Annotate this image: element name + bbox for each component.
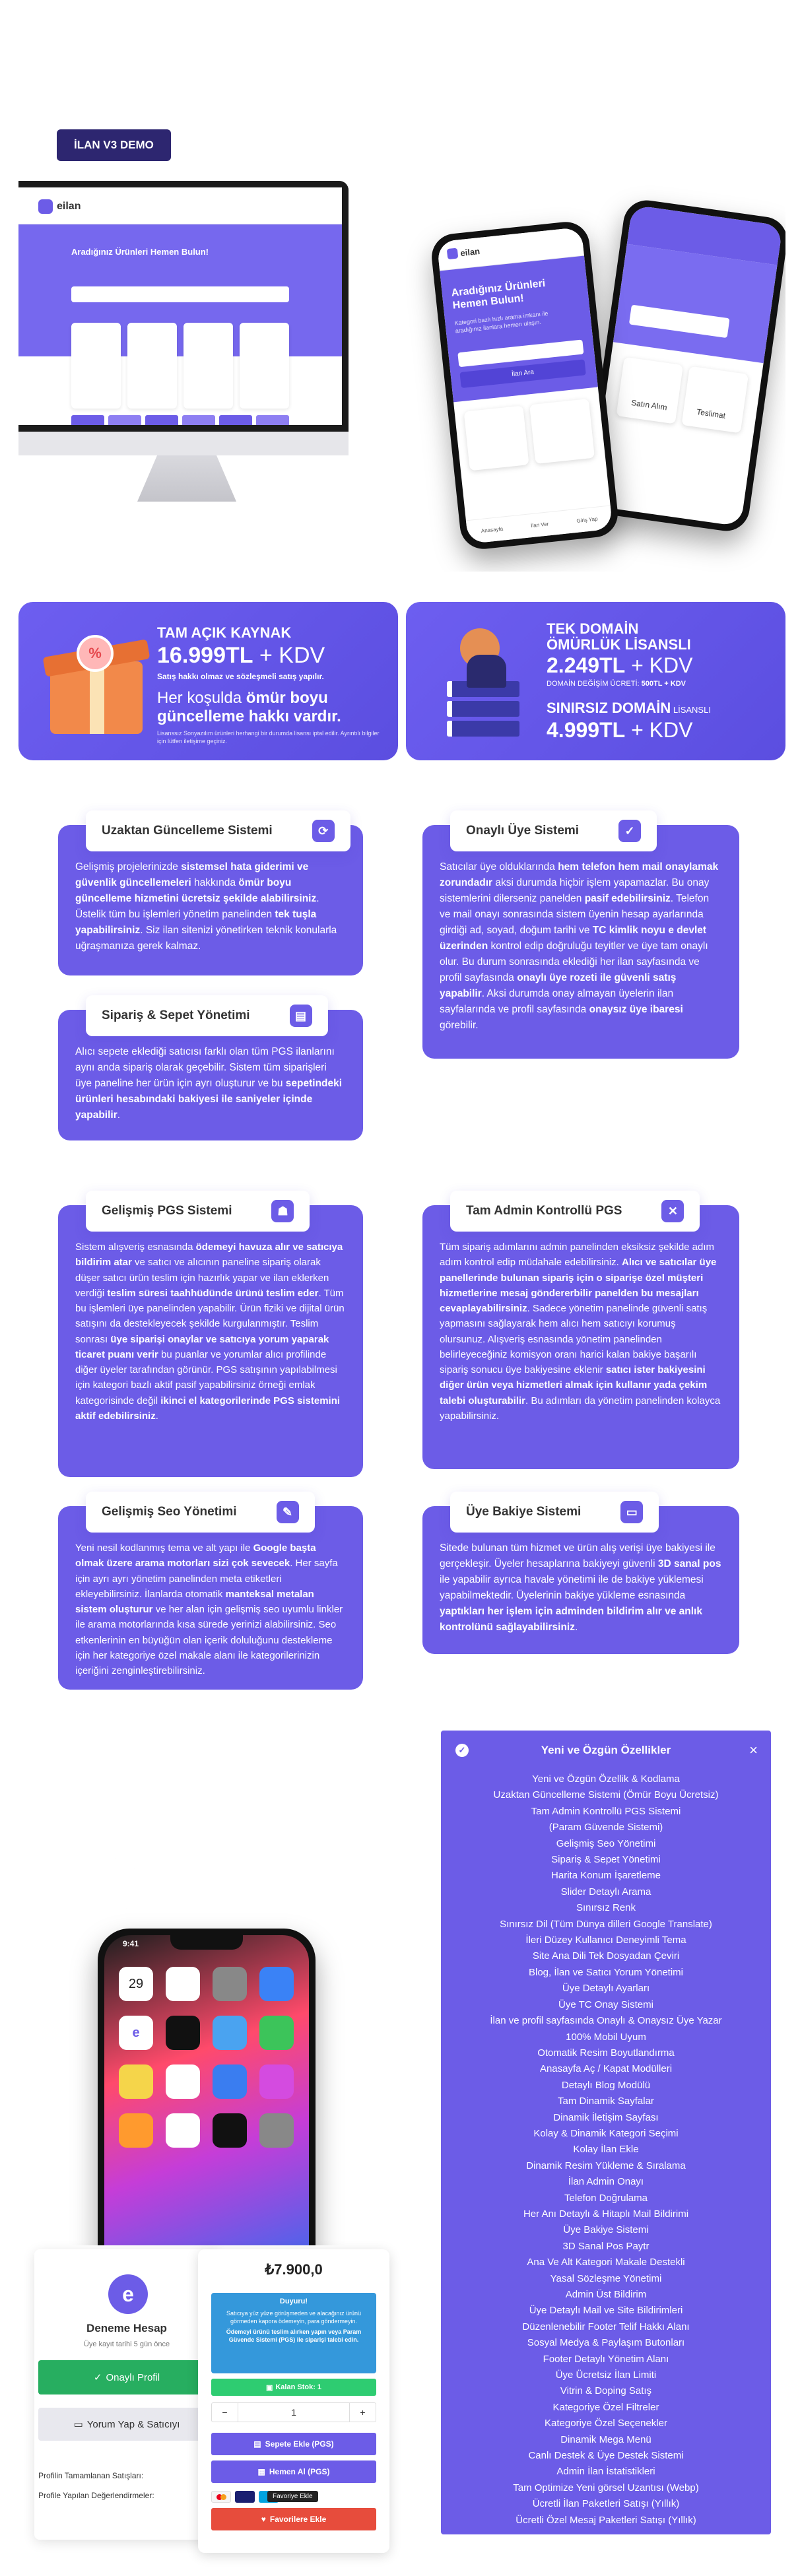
wallet-app-icon[interactable] [213,2113,247,2148]
section-body: Satıcılar üye olduklarında hem telefon hem mail onaylamak zorundadır aksi durumda hiçbir işlem yapamazlar. Bu onay sistemlerini dilerseniz panelden pasif edebilirsiniz. Telefon ve mail onayı sonrasında sistem üyenin hesap ayarlarında girdiği ad, soyad, doğum tarihi ve TC kimlik noyu e devlet üzerinden kontrol edip doğruluğu teyitler ve üye tam onaylı olur. Bu durum sonrasında eklediği her ilan sayfasında ve profil sayfasında onaylı üye rozeti ile güvenli satış yapabilir. Aksi durumda onay almayan üyelerin ilan sayfalarında ve profil sayfasında onaysız üye ibaresi görebilir. [440,861,719,1032]
settings-icon[interactable] [259,2113,294,2148]
check-icon: ✓ [93,2372,102,2383]
calendar-icon[interactable]: 29 [119,1967,153,2001]
feature-list-item: Üye TC Onay Sistemi [558,1998,653,2010]
feature-list-item: Yeni ve Özgün Özellik & Kodlama [532,1773,680,1785]
section-title: Gelişmiş PGS Sistemi ☗ [86,1191,310,1232]
camera-icon[interactable] [213,1967,247,2001]
phone-tile-label: Teslimat [696,407,726,420]
section-title: Üye Bakiye Sistemi ▭ [450,1492,659,1533]
heart-icon: ♥ [261,2515,266,2524]
feature-list-item: Kolay İlan Ekle [573,2144,639,2156]
phone-nav-item[interactable]: İlan Ver [530,521,549,529]
features-panel [441,1731,771,2534]
phone-headline: Aradığınız Ürünleri Hemen Bulun! [450,277,547,312]
headline-word-ve: ve [96,45,127,66]
price-right-price2: 4.999TL + KDV [547,718,693,742]
hero-right-headline [440,42,656,131]
feature-list-item: Detaylı Blog Modülü [561,2079,651,2091]
notice-title: Duyuru! [279,2297,308,2305]
iphone-illustration [98,1929,316,2245]
close-icon[interactable]: × [749,1742,758,1758]
weather-icon[interactable] [213,2016,247,2050]
photos-icon[interactable] [166,1967,200,2001]
section-body: Tüm sipariş adımlarını admin panelinden eksiksiz şekilde adım adım kontrol edip müdahale edebilirsiniz. Alıcı ve satıcılar üye panellerinde bulunan sipariş için o siparişe özel müşteri hizmetlerine mesaj göndererbilir panelden bu mesajları cevaplayabilirsiniz. Sadece yönetim panelinde güvenli satış yapmasını sağlayarak hem alıcı hem satıcıyı korumuş olursunuz. Alışveriş esnasında yönetim panelinden belirleyeceğiniz komisyon oranı harici kalan bakiye başarılı sipariş sonucu üye bakiyesine eklenir satıcı ister bakiyesini diğer ürün veya hizmetleri almak için kullanır yada çekim talebi oluşturabilir. Bu adımları da yönetim panelinden kolayca yapabilirsiniz. [440,1241,721,1422]
quantity-value[interactable]: 1 [291,2407,296,2418]
android-icon [244,1882,263,1894]
feature-list-item: Site Ana Dili Tek Dosyadan Çeviri [532,1950,680,1962]
price-right-title3: SINIRSIZ DOMAİN LİSANSLI [547,700,711,716]
notice-body: Satıcıya yüz yüze görüşmeden ve alacağınız ürünü görmeden kapora ödemeyin, para göndermeyin. [226,2309,362,2325]
phone-front [430,220,620,551]
headline-word-gelismis: Gelişmiş Özelliklerle [127,45,314,66]
features-header [450,1738,762,1762]
feature-list-item: Admin İlan İstatistikleri [556,2466,655,2478]
notice-pgs: Ödemeyi ürünü teslim alırken yapın veya Param Güvende Sistemi (PGS) ile siparişi talebi edin. [226,2328,362,2344]
product-buy-card [198,2249,389,2553]
hero-right-line1: En Son Teknoloji ile [440,43,596,63]
price-right-domain-fee: DOMAİN DEĞİŞİM ÜCRETİ: 500TL + KDV [547,680,686,688]
stock-badge: ▣ Kalan Stok: 1 [211,2379,376,2396]
product-price: ₺7.900,0 [265,2261,323,2278]
feature-list-item: Uzaktan Güncelleme Sistemi (Ömür Boyu Ücretsiz) [493,1789,719,1801]
monitor-headline: Aradığınız Ürünleri Hemen Bulun! [71,247,209,257]
approved-profile-button[interactable]: ✓ Onaylı Profil [38,2360,215,2394]
mastercard-icon [211,2491,231,2503]
feature-list-item: Tam Admin Kontrollü PGS Sistemi [531,1805,681,1817]
hero-right-line3: İlan V3 ile Tek Başınıza [440,87,628,108]
price-left-note: Satış hakkı olmaz ve sözleşmeli satış yapılır. [157,672,324,681]
platform-android: android [172,1877,236,1897]
clock-icon[interactable] [166,2016,200,2050]
visa-icon [235,2491,255,2503]
feature-list-item: Her Anı Detaylı & Hitaplı Mail Bildirimi [523,2208,689,2220]
feature-list-item: Sosyal Medya & Paylaşım Butonları [527,2337,685,2349]
profile-avatar: e [108,2274,148,2314]
windows-icon [272,1879,289,1896]
favorite-button[interactable]: ♥ Favorilere Ekle [211,2508,376,2530]
phone-logo: eilan [447,246,481,259]
feature-list-item: 3D Sanal Pos Paytr [562,2240,650,2252]
eilan-app-icon[interactable]: e [119,2016,153,2050]
price-card-license [406,602,785,760]
feature-list-item: Düzenlenebilir Footer Telif Hakkı Alanı [522,2321,690,2332]
price-left-price: 16.999TL + KDV [157,643,325,668]
section-body: Alıcı sepete eklediği satıcısı farklı olan tüm PGS ilanlarını aynı anda sipariş olarak geçebilir. Sistem tüm siparişleri üye paneline her ürün için ayrı oluşturur ve bu sepetindeki ürünleri hesabındaki bakiyesi ile saniyeler içinde yapabilir. [75,1046,343,1121]
phone-tile-label: Satın Alım [630,397,668,413]
books-icon[interactable] [119,2113,153,2148]
phone-sub: Kategori bazlı hızlı arama imkanı ile aradığınız ilanlara hemen ulaşın. [454,310,549,335]
buy-now-button[interactable]: ▦ Hemen Al (PGS) [211,2460,376,2483]
brand-name: sonyazılım [440,156,549,181]
bag-icon: ▦ [257,2467,265,2476]
feature-list-item: Canlı Destek & Üye Destek Sistemi [528,2450,684,2462]
features-list [441,1771,771,2528]
feature-list-item: Gelişmiş Seo Yönetimi [556,1837,656,1849]
feature-list-item: Üye Ücretsiz İlan Limiti [555,2369,657,2381]
feature-list-item: Blog, İlan ve Satıcı Yorum Yönetimi [528,1966,684,1978]
section-balance [422,1506,739,1654]
section-approved-member [422,825,739,1059]
platform-list [55,1877,289,1898]
box-icon: ▣ [265,2383,273,2392]
section-title: Gelişmiş Seo Yönetimi ✎ [86,1492,315,1533]
profile-stat-reviews: Profile Yapılan Değerlendirmeler: [38,2491,154,2500]
section-admin-pgs [422,1205,739,1469]
feature-list-item: Kolay & Dinamik Kategori Seçimi [533,2127,679,2139]
feature-list-item: Otomatik Resim Boyutlandırma [537,2047,675,2059]
sonyazilim-logo [440,156,549,189]
notice-box [211,2293,376,2373]
check-icon: ✓ [618,820,641,842]
price-left-lifetime: Her koşulda ömür boyu güncelleme hakkı vardır. [157,689,341,725]
cart-icon: ▤ [253,2439,261,2449]
facetime-icon[interactable] [259,2016,294,2050]
feature-list-item: Dinamik İletişim Sayfası [553,2111,659,2123]
check-circle-icon: ✓ [455,1744,469,1757]
favorite-tooltip: Favoriye Ekle [267,2491,318,2502]
hero-left-headline [57,44,314,67]
section-title: Onaylı Üye Sistemi ✓ [450,810,657,851]
section-title: Sipariş & Sepet Yönetimi ▤ [86,995,328,1036]
section-title: Tam Admin Kontrollü PGS ✕ [450,1191,700,1232]
feature-list-item: (Param Güvende Sistemi) [549,1822,663,1833]
feature-list-item: Ücretli İlan Paketleri Satışı (Yıllık) [532,2498,680,2510]
feature-list-item: Kategoriye Özel Filtreler [552,2401,659,2413]
feature-list-item: İlan ve profil sayfasında Onaylı & Onaysız Üye Yazar [490,2015,722,2027]
review-button[interactable]: ▭ Yorum Yap & Satıcıyı [38,2408,215,2441]
price-left-title: TAM AÇIK KAYNAK [157,624,292,641]
wallet-icon: ▭ [620,1501,643,1523]
user-shield-icon: ☗ [271,1200,294,1222]
quantity-plus-button[interactable]: + [349,2403,376,2422]
notes-icon[interactable] [119,2064,153,2099]
feature-list-item: Ücretli Özel Mesaj Paketleri Satışı (Yıllık) [516,2514,696,2526]
feature-list-item: Telefon Doğrulama [564,2192,648,2204]
app-store-icon[interactable] [213,2064,247,2099]
add-to-cart-button[interactable]: ▤ Sepete Ekle (PGS) [211,2433,376,2455]
phone-nav-item[interactable]: Anasayfa [481,525,504,535]
feature-list-item: İleri Düzey Kullanıcı Deneyimli Tema [525,1934,686,1946]
profile-card [34,2249,219,2540]
feature-list-item: Yasal Sözleşme Yönetimi [550,2272,662,2284]
brand-sub: Güvencesiyle [500,180,549,189]
feature-list-item: Üye Bakiye Sistemi [563,2224,649,2236]
monitor-illustration [18,181,368,504]
pwa-card [18,1731,398,2245]
profile-stat-sales: Profilin Tamamlanan Satışları: [38,2471,144,2480]
feature-list-item: Ana Ve Alt Kategori Makale Destekli [527,2257,685,2268]
quantity-stepper[interactable] [211,2402,376,2422]
feature-list-item: Kategoriye Özel Seçenekler [545,2418,667,2429]
feature-list-item: Sınırsız Dil (Tüm Dünya dilleri Google Translate) [500,1918,712,1930]
hero-right-line2: Özenle Kodlanan Gelişmiş [440,65,657,85]
profile-name: Deneme Hesap [86,2322,167,2334]
sync-icon: ⟳ [312,820,335,842]
feature-list-item: Footer Detaylı Yönetim Alanı [543,2353,669,2365]
price-card-source [18,602,398,760]
health-icon[interactable] [166,2113,200,2148]
feature-list-item: Vitrin & Doping Satış [560,2385,652,2397]
section-seo [58,1506,363,1690]
server-illustration [420,622,546,747]
reminders-icon[interactable] [166,2064,200,2099]
section-body: Sitede bulunan tüm hizmet ve ürün alış verişi üye bakiyesi ile gerçekleşir. Üyeler hesaplarına bakiyeyi güvenli 3D sanal pos ile yapabilir ayrıca havale yönetimi ile de bakiye yüklemesi yapabilmektedir. Üyelerinin bakiye yükleme esnasında yaptıkları her işlem için adminden bildirim alır ve anlık kontrolünü sağlayabilirsiniz. [440,1542,721,1634]
mail-icon[interactable] [259,1967,294,2001]
demo-button[interactable]: İLAN V3 DEMO [57,129,171,161]
gift-box-illustration: % [37,622,156,741]
hero-left-title: İlan V3 Çıktı! [57,71,286,115]
platform-ipad: iPad [136,1880,163,1894]
edit-user-icon: ✎ [277,1501,299,1523]
phone-bottom-nav [466,505,613,544]
feature-list-item: Harita Konum İşaretleme [551,1870,661,1882]
section-title: Uzaktan Güncelleme Sistemi ⟳ [86,810,350,851]
comment-icon: ▭ [73,2419,83,2430]
app-grid [119,1967,294,2148]
phone-time: 9:41 [123,1939,139,1948]
feature-list-item: Üye Detaylı Ayarları [562,1983,650,1995]
feature-list-item: Tam Dinamik Sayfalar [558,2096,654,2107]
tools-icon: ✕ [661,1200,684,1222]
feature-list-item: Dinamik Resim Yükleme & Sıralama [526,2160,686,2171]
quantity-minus-button[interactable]: − [212,2403,238,2422]
feature-list-item: Sipariş & Sepet Yönetimi [551,1854,661,1866]
section-body: Yeni nesil kodlanmış tema ve alt yapı ile Google başta olmak üzere arama motorları sizi çok sevecek. Her sayfa için ayrı ayrı yönetim panelinden meta etiketleri ekleyebilirsiniz. İlanlarda otomatik manteksal metalan sistem oluşturur ve her alan için gelişmiş seo uyumlu linkler ile arama motorlarında kısa sürede yerinizi alabilirsiniz. Seo etkenlerinin en büyüğün olan içerik doluluğunu destekleme için her kategoriye özel makale alanı ile kategorilerinizin içeriğini zenginleştirebilirsiniz. [75,1542,343,1676]
section-order-cart [58,1010,363,1140]
feature-list-item: Anasayfa Aç / Kapat Modülleri [539,2063,673,2075]
phone-nav-item[interactable]: Giriş Yap [576,515,598,524]
feature-list-item: İlan Admin Onayı [568,2176,644,2188]
cart-icon: ▤ [290,1005,312,1027]
section-body: Gelişmiş projelerinizde sistemsel hata giderimi ve güvenlik güncellemeleri hakkında ömür boyu güncelleme hizmetini ücretsiz şekilde alabilirsiniz. Üstelik tüm bu işlemleri yönetim panelinden tek tuşla yapabilirsiniz. Siz ilan sitenizi yönetirken teknik konularla uğraşmanıza gerek kalmaz. [75,861,337,952]
price-right-title2: ÖMÜRLÜK LİSANSLI [547,636,691,653]
feature-list-item: Sınırsız Renk [576,1902,636,1914]
profile-since: Üye kayıt tarihi 5 gün önce [83,2340,170,2348]
hero-right-card [406,9,785,572]
itunes-icon[interactable] [259,2064,294,2099]
headline-word-yeni: Yeni [57,45,96,66]
section-remote-update [58,825,363,975]
section-pgs [58,1205,363,1477]
feature-list-item: Admin Üst Bildirim [565,2289,647,2300]
platform-iphone: iPhone [65,1877,118,1897]
price-right-title1: TEK DOMAİN [547,620,639,637]
phone-search-button[interactable]: İlan Ara [459,359,585,388]
hero-left-card [18,9,398,572]
feature-list-item: Tam Optimize Yeni görsel Uzantısı (Webp) [513,2482,699,2493]
feature-list-item: Dinamik Mega Menü [560,2433,651,2445]
price-left-fineprint: Lisanssız Sonyazılım ürünleri herhangi bir durumda lisansı iptal edilir. Ayrıntılı bilgiler için lütfen iletişime geçiniz. [157,730,380,744]
pwa-headline: Google'ın desteklediği yeni nesil PWA sistemiyle Her platforma uygun uygulama ücretsiz entegre! [55,1765,300,1863]
features-title: Yeni ve Özgün Özellikler [541,1744,671,1756]
feature-list-item: Slider Detaylı Arama [560,1886,651,1898]
price-right-price1: 2.249TL + KDV [547,653,693,677]
section-body: Sistem alışveriş esnasında ödemeyi havuza alır ve satıcıya bildirim atar ve satıcı ve alıcının paneline sipariş olarak düşer satıcı ürün teslim için hazırlık yapar ve ilan eklerken verdiği teslim süresi taahhüdünde ürünü teslim eder. Tüm bu işlemleri üye panelinden yapabilir. Ürün fiziki ve dijital ürün satışını da destekleyecek şekilde kurgulanmıştır. Teslim sonrası üye siparişi onaylar ve satıcıya yorum yaparak ticaret puanı verir bu puanlar ve yorumlar alıcı profilinde diğer üyeler tarafından görünür. PGS satışının yapılabilmesi için kategori bazlı aktif pasif yapabilirsiniz örneği emlak kategorisinde değil ikinci el kategorilerinde PGS sistemini aktif edebilirsiniz. [75,1241,345,1422]
monitor-logo: eilan [38,199,81,214]
feature-list-item: Üye Detaylı Mail ve Site Bildirimleri [529,2305,683,2317]
hero-right-line4: Devasa Projeler Yönetin! [440,110,650,130]
feature-list-item: 100% Mobil Uyum [566,2031,646,2043]
